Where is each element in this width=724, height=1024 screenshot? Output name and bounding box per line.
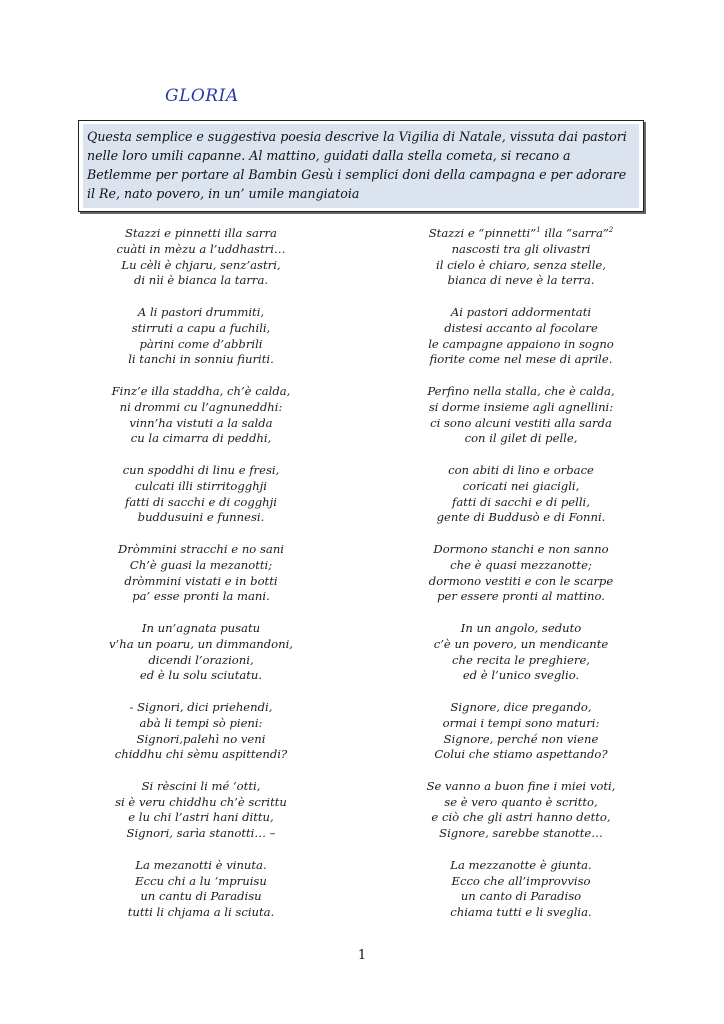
footnote-marker[interactable]: 2 <box>608 226 614 235</box>
italian-translation-column <box>381 226 661 937</box>
italian-verse-line: e ciò che gli astri hanno detto, <box>431 810 611 825</box>
footnote-marker[interactable]: 1 <box>536 226 541 235</box>
italian-verse-line: bianca di neve è la terra. <box>447 273 595 288</box>
sardinian-verse-line: A li pastori drummiti, <box>137 304 265 319</box>
sardinian-verse-line: e lu chi l’astri hani dittu, <box>128 810 274 825</box>
italian-verse-line: Dormono stanchi e non sanno <box>433 541 609 556</box>
poem-title: GLORIA <box>165 86 239 106</box>
sardinian-verse-line: cuàti in mèzu a l’uddhastri… <box>116 241 286 256</box>
italian-verse-line: Ecco che all’improvviso <box>451 873 591 888</box>
sardinian-verse-line: un cantu di Paradisu <box>140 889 262 904</box>
italian-verse-line: fiorite come nel mese di aprile. <box>429 352 613 367</box>
italian-verse-line: fatti di sacchi e di pelli, <box>452 494 590 509</box>
italian-verse-line: c’è un povero, un mendicante <box>433 636 609 651</box>
italian-verse-line: Signore, sarebbe stanotte… <box>439 826 603 841</box>
sardinian-stanza <box>61 305 341 368</box>
sardinian-verse-line: culcati illi stirritogghji <box>134 478 267 493</box>
sardinian-verse-line: pa’ esse pronti la mani. <box>132 589 270 604</box>
italian-stanza <box>381 463 661 526</box>
intro-box <box>78 120 644 212</box>
sardinian-verse-line: ed è lu solu sciutatu. <box>139 668 263 683</box>
italian-verse-line: Signore, perché non viene <box>443 731 599 746</box>
italian-verse-line: si dorme insieme agli agnellini: <box>428 399 614 414</box>
italian-verse-line: coricati nei giacigli, <box>462 478 580 493</box>
italian-verse-line: Colui che stiamo aspettando? <box>434 747 608 762</box>
sardinian-verse-line: Dròmmini stracchi e no sani <box>118 541 284 556</box>
sardinian-verse-line: Signori, sarìa stanotti… – <box>126 826 276 841</box>
sardinian-stanza <box>61 858 341 921</box>
italian-stanza <box>381 700 661 763</box>
sardinian-verse-line: dròmmini vistati e in botti <box>124 573 278 588</box>
sardinian-stanza <box>61 700 341 763</box>
italian-stanza <box>381 779 661 842</box>
sardinian-verse-line: fatti di sacchi e di cogghji <box>125 494 277 509</box>
italian-verse-line: ormai i tempi sono maturi: <box>442 715 600 730</box>
italian-verse-line: distesi accanto al focolare <box>444 320 598 335</box>
italian-stanza <box>381 858 661 921</box>
italian-verse-line: dormono vestiti e con le scarpe <box>428 573 614 588</box>
sardinian-stanza <box>61 463 341 526</box>
sardinian-verse-line: La mezanotti è vinuta. <box>135 857 267 872</box>
italian-stanza <box>381 384 661 447</box>
sardinian-verse-line: cu la cimarra di peddhi, <box>130 431 272 446</box>
sardinian-verse-line: Ch’è guasi la mezanotti; <box>129 557 273 572</box>
sardinian-verse-line: dicendi l’orazioni, <box>148 652 254 667</box>
sardinian-stanza <box>61 384 341 447</box>
sardinian-verse-line: di nìi è bianca la tarra. <box>133 273 269 288</box>
italian-verse-line: gente di Buddusò e di Fonni. <box>436 510 606 525</box>
verse-text: illa “sarra” <box>540 226 609 240</box>
intro-text: Questa semplice e suggestiva poesia descrive la Vigilia di Natale, vissuta dai pastori nelle loro umili capanne. Al mattino, guidati dalla stella cometa, si recano a Betlemme per portare al Bambin Gesù i semplici doni della campagna e per adorare il Re, nato povero, in un’ umile mangiatoia <box>83 124 639 208</box>
italian-verse-line: Signore, dice pregando, <box>450 699 592 714</box>
italian-verse-line: con abiti di lino e orbace <box>448 462 594 477</box>
sardinian-verse-line: - Signori, dici priehendi, <box>129 699 273 714</box>
italian-stanza <box>381 305 661 368</box>
sardinian-verse-line: v’ha un poaru, un dimmandoni, <box>109 636 293 651</box>
italian-stanza <box>381 542 661 605</box>
sardinian-stanza <box>61 621 341 684</box>
sardinian-verse-line: buddusuini e funnesi. <box>137 510 265 525</box>
italian-verse-line <box>381 226 661 242</box>
italian-verse-line: il cielo è chiaro, senza stelle, <box>436 257 606 272</box>
italian-verse-line: le campagne appaiono in sogno <box>428 336 614 351</box>
sardinian-stanza <box>61 226 341 289</box>
sardinian-verse-line: tutti li chjama a li sciuta. <box>127 905 275 920</box>
italian-verse-line: per essere pronti al mattino. <box>437 589 605 604</box>
verse-text: Stazzi e “pinnetti” <box>428 226 537 240</box>
sardinian-verse-line: abà li tempi sò pieni: <box>139 715 263 730</box>
italian-verse-line: ed è l’unico sveglio. <box>462 668 580 683</box>
sardinian-stanza <box>61 779 341 842</box>
italian-verse-line: un canto di Paradiso <box>460 889 582 904</box>
italian-verse-line: se è vero quanto è scritto, <box>444 794 598 809</box>
sardinian-verse-line: li tanchi in sonniu fiuriti. <box>128 352 274 367</box>
italian-verse-line: che recita le preghiere, <box>452 652 590 667</box>
italian-verse-line: che è quasi mezzanotte; <box>450 557 592 572</box>
italian-verse-line: nascosti tra gli olivastri <box>451 241 591 256</box>
sardinian-poem-column <box>61 226 341 937</box>
sardinian-verse-line: si è veru chiddhu ch’è scrittu <box>115 794 287 809</box>
italian-verse-line: In un angolo, seduto <box>460 620 582 635</box>
sardinian-verse-line: vinn’ha vistuti a la salda <box>129 415 273 430</box>
italian-verse-line: La mezzanotte è giunta. <box>450 857 592 872</box>
italian-verse-line: con il gilet di pelle, <box>464 431 578 446</box>
sardinian-verse-line: Eccu chi a lu ‘mpruisu <box>135 873 267 888</box>
sardinian-verse-line: pàrini come d’abbrili <box>139 336 263 351</box>
italian-verse-line: Perfino nella stalla, che è calda, <box>427 383 615 398</box>
italian-verse-line: chiama tutti e li sveglia. <box>450 905 592 920</box>
italian-stanza <box>381 621 661 684</box>
sardinian-verse-line: cun spoddhi di linu e fresi, <box>122 462 280 477</box>
italian-verse-line: Ai pastori addormentati <box>450 304 592 319</box>
sardinian-verse-line: In un’agnata pusatu <box>141 620 261 635</box>
page-number: 1 <box>357 948 367 963</box>
italian-verse-line: ci sono alcuni vestiti alla sarda <box>430 415 612 430</box>
sardinian-verse-line: stirruti a capu a fuchili, <box>131 320 271 335</box>
sardinian-verse-line: Signori,palehì no veni <box>136 731 266 746</box>
sardinian-verse-line: ni drommi cu l’agnuneddhi: <box>119 399 283 414</box>
sardinian-stanza <box>61 542 341 605</box>
sardinian-verse-line: Si rèscini li mé ‘otti, <box>141 778 261 793</box>
sardinian-verse-line: Stazzi e pinnetti illa sarra <box>125 226 277 240</box>
italian-stanza <box>381 226 661 289</box>
italian-verse-line: Se vanno a buon fine i miei voti, <box>426 778 616 793</box>
sardinian-verse-line: chiddhu chi sèmu aspittendi? <box>114 747 288 762</box>
sardinian-verse-line: Finz’e illa staddha, ch’è calda, <box>111 383 291 398</box>
sardinian-verse-line: Lu cèli è chjaru, senz’astri, <box>121 257 281 272</box>
